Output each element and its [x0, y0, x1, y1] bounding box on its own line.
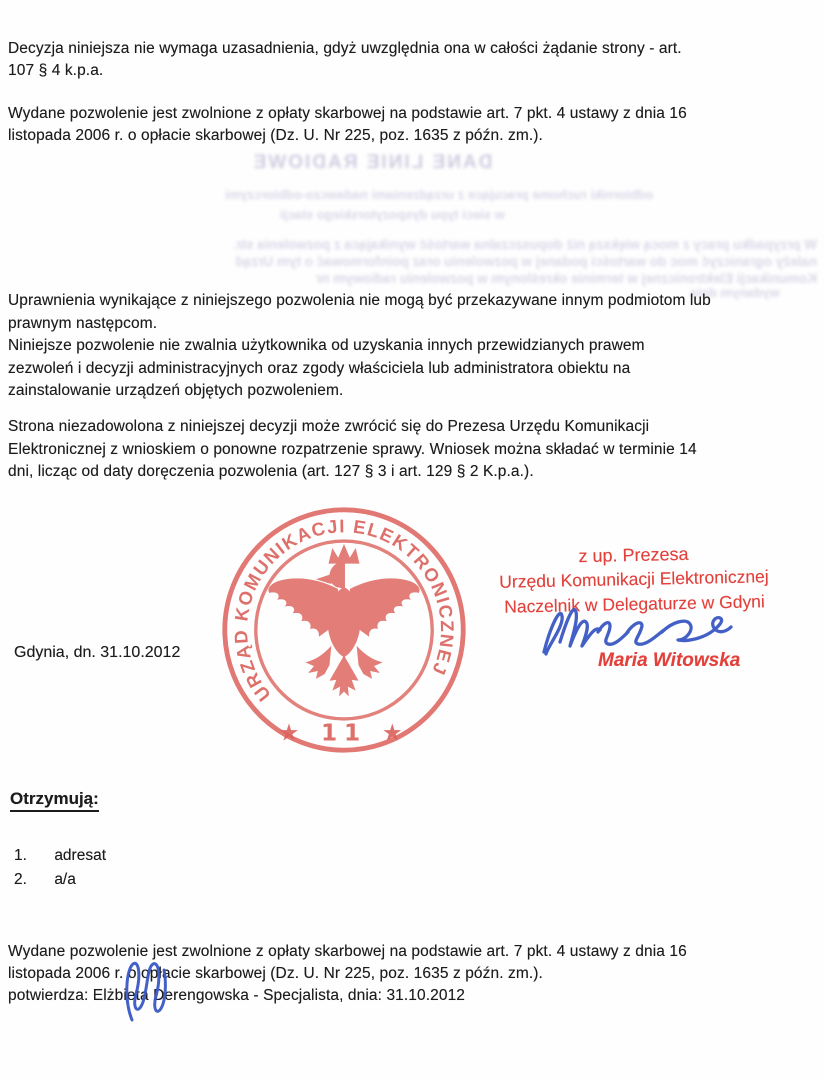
text-line: Wydane pozwolenie jest zwolnione z opłaty skarbowej na podstawie art. 7 pkt. 4 ustawy z dnia 16	[8, 943, 687, 960]
text-line: Uprawnienia wynikające z niniejszego pozwolenia nie mogą być przekazywane innym podmiotom lub	[8, 292, 711, 309]
text-line: Elektronicznej z wnioskiem o ponowne rozpatrzenie sprawy. Wniosek można składać w terminie 14	[8, 440, 697, 458]
received-by-heading-wrap	[10, 789, 99, 812]
text-line: dni, licząc od daty doręczenia pozwolenia (art. 127 § 3 i art. 129 § 2 K.p.a.).	[8, 463, 534, 480]
list-item-number: 1.	[14, 847, 27, 864]
paragraph-appeal	[8, 416, 697, 484]
list-item	[14, 847, 106, 865]
list-item-text: adresat	[54, 847, 107, 864]
paragraph-fee-exemption-bottom	[8, 941, 687, 1007]
text-line: Strona niezadowolona z niniejszej decyzji może zwrócić się do Prezesa Urzędu Komunikacji	[8, 418, 650, 435]
signer-name: Maria Witowska	[598, 650, 741, 671]
text-line: 107 § 4 k.p.a.	[8, 62, 104, 79]
delegation-line: z up. Prezesa	[578, 543, 689, 567]
text-line: listopada 2006 r. o opłacie skarbowej (Dz. U. Nr 225, poz. 1635 z późn. zm.).	[8, 127, 543, 144]
text-line: prawnym następcom.	[8, 314, 158, 332]
bleedthrough-line: należy ograniczyć moc do wartości podanej w pozwoleniu oraz poinformować o tym Urząd	[235, 254, 817, 269]
text-line: Decyzja niniejsza nie wymaga uzasadnienia, gdyż uwzględnia ona w całości żądanie strony - art.	[8, 40, 682, 57]
stamp-ring-text: URZĄD KOMUNIKACJI ELEKTRONICZNEJ	[229, 515, 458, 706]
polish-eagle-icon	[268, 544, 419, 696]
text-line: Wydane pozwolenie jest zwolnione z opłaty skarbowej na podstawie art. 7 pkt. 4 ustawy z dnia 16	[8, 105, 687, 122]
round-official-stamp	[218, 503, 470, 757]
list-item	[14, 871, 76, 889]
delegation-line: Urzędu Komunikacji Elektronicznej	[499, 566, 769, 592]
text-line: listopada 2006 r. o opłacie skarbowej (Dz. U. Nr 225, poz. 1635 z późn. zm.).	[8, 965, 543, 982]
paragraph-fee-exemption-top	[8, 103, 687, 147]
place-date: Gdynia, dn. 31.10.2012	[14, 644, 181, 661]
bleedthrough-line: Komunikacji Elektronicznej w terminie określonym w pozwoleniu radiowym nr	[315, 271, 817, 286]
paraph-ink-icon	[120, 956, 168, 1024]
delegation-line: Naczelnik w Delegaturze w Gdyni	[503, 590, 766, 617]
list-item-text: a/a	[54, 871, 76, 888]
text-line: zainstalowanie urządzeń objętych pozwoleniem.	[8, 382, 344, 399]
paragraph-rights	[8, 290, 711, 403]
received-by-heading: Otrzymują:	[10, 789, 99, 812]
handwritten-paraph	[120, 956, 168, 1024]
paragraph-decision	[8, 38, 682, 82]
stamp-eagle-seal-icon	[218, 503, 470, 757]
bleedthrough-line: w sieci typu dyspozytorskiego stacji	[280, 207, 505, 222]
text-line: potwierdza: Elżbieta Derengowska - Specjalista, dnia: 31.10.2012	[8, 987, 466, 1004]
bleedthrough-line: W przypadku pracy z mocą większą niż dopuszczalna wartość wynikająca z pozwolenia str.	[233, 237, 817, 252]
bleedthrough-heading: DANE LINIE RADIOWE	[251, 152, 493, 173]
text-line: Niniejsze pozwolenie nie zwalnia użytkownika od uzyskania innych przewidzianych prawem	[8, 337, 645, 354]
stamp-number-text: ★ 11 ★	[278, 718, 410, 747]
bleedthrough-line: odbiorniki ruchome pracujące z urządzeniami nadawczo-odbiorczymi	[225, 187, 654, 202]
bleedthrough-line: wydanym dnia	[690, 285, 780, 300]
text-line: zezwoleń i decyzji administracyjnych oraz zgody właściciela lub administratora obiektu na	[8, 359, 631, 377]
list-item-number: 2.	[14, 871, 27, 888]
